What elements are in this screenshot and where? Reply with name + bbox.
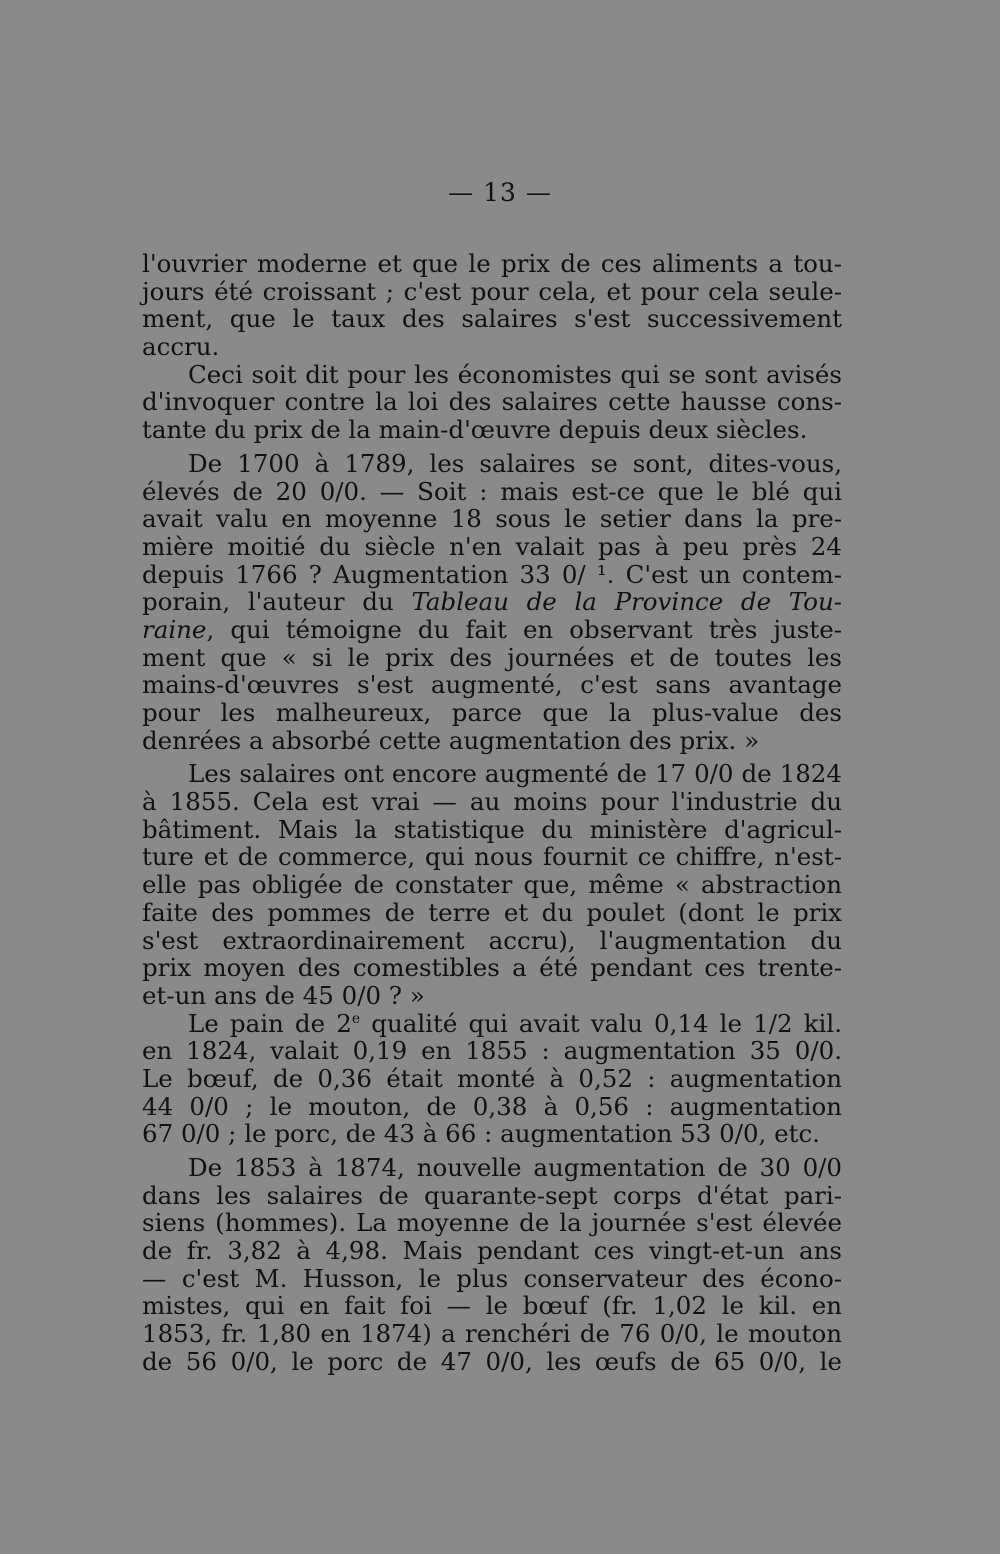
- text-line: accru.: [142, 332, 220, 362]
- italic-title: Tableau de la Province de Tou-: [411, 587, 842, 617]
- line-segment: , qui témoigne du fait en observant très juste-: [206, 614, 842, 644]
- text-line: [142, 1010, 842, 1038]
- text-line: 67 0/0 ; le porc, de 43 à 66 : augmentation 53 0/0, etc.: [142, 1119, 820, 1149]
- text-line: De 1853 à 1874, nouvelle augmentation de 30 0/0: [188, 1153, 842, 1182]
- text-line: De 1700 à 1789, les salaires se sont, dites-vous,: [188, 448, 842, 478]
- text-line: en 1824, valait 0,19 en 1855 : augmentation 35 0/0.: [142, 1036, 842, 1066]
- text-line: d'invoquer contre la loi des salaires cette hausse cons-: [142, 387, 842, 417]
- text-line: de 56 0/0, le porc de 47 0/0, les œufs de 65 0/0, le: [142, 1346, 842, 1376]
- text-line: pour les malheureux, parce que la plus-value des: [142, 698, 842, 727]
- text-line: faite des pommes de terre et du poulet (dont le prix: [142, 897, 842, 927]
- text-line: mains-d'œuvres s'est augmenté, c'est sans avantage: [142, 670, 842, 700]
- body-text: [142, 250, 842, 1376]
- italic-title: raine: [142, 614, 207, 644]
- text-line: avait valu en moyenne 18 sous le setier dans la pre-: [142, 504, 842, 534]
- text-line: ture et de commerce, qui nous fournit ce chiffre, n'est-: [142, 842, 842, 872]
- text-line: l'ouvrier moderne et que le prix de ces aliments a tou-: [142, 249, 842, 278]
- text-line: Les salaires ont encore augmenté de 17 0/0 de 1824: [188, 759, 842, 789]
- text-line: siens (hommes). La moyenne de la journée s'est élevée: [142, 1208, 842, 1238]
- text-line: Ceci soit dit pour les économistes qui se sont avisés: [188, 359, 842, 389]
- text-line: denrées a absorbé cette augmentation des prix. »: [142, 725, 760, 755]
- text-line: et-un ans de 45 0/0 ? »: [142, 980, 425, 1010]
- line-segment: qualité qui avait valu 0,14 le 1/2 kil.: [360, 1008, 842, 1038]
- text-line: s'est extraordinairement accru), l'augmentation du: [142, 925, 842, 955]
- text-line: — c'est M. Husson, le plus conservateur des écono-: [142, 1263, 842, 1293]
- text-line: prix moyen des comestibles a été pendant ces trente-: [142, 953, 842, 983]
- text-line: à 1855. Cela est vrai — au moins pour l'industrie du: [142, 787, 842, 817]
- text-line: 1853, fr. 1,80 en 1874) a renchéri de 76 0/0, le mouton: [142, 1319, 842, 1349]
- text-line: dans les salaires de quarante-sept corps d'état pari-: [142, 1180, 842, 1210]
- line-segment: Le pain de 2: [188, 1008, 352, 1038]
- text-line: tante du prix de la main-d'œuvre depuis deux siècles.: [142, 415, 808, 445]
- text-line: Le bœuf, de 0,36 était monté à 0,52 : augmentation: [142, 1063, 842, 1093]
- text-line: jours été croissant ; c'est pour cela, et pour cela seule-: [142, 276, 842, 306]
- text-line: mière moitié du siècle n'en valait pas à peu près 24: [142, 531, 842, 561]
- text-line: ment, que le taux des salaires s'est successivement: [142, 304, 842, 334]
- text-line: 44 0/0 ; le mouton, de 0,38 à 0,56 : augmentation: [142, 1091, 842, 1121]
- text-line: élevés de 20 0/0. — Soit : mais est-ce que le blé qui: [142, 476, 842, 506]
- text-line: elle pas obligée de constater que, même « abstraction: [142, 870, 842, 900]
- page-number: — 13 —: [448, 178, 552, 207]
- superscript: e: [351, 1010, 361, 1027]
- text-line: bâtiment. Mais la statistique du ministère d'agricul-: [142, 814, 842, 844]
- text-line: [142, 616, 842, 644]
- text-line: ment que « si le prix des journées et de toutes les: [142, 642, 842, 672]
- text-line: de fr. 3,82 à 4,98. Mais pendant ces vingt-et-un ans: [142, 1236, 842, 1266]
- line-segment: porain, l'auteur du: [142, 587, 394, 617]
- text-line: [142, 588, 842, 616]
- text-line: depuis 1766 ? Augmentation 33 0/ ¹. C'est un contem-: [142, 559, 842, 589]
- text-line: mistes, qui en fait foi — le bœuf (fr. 1,02 le kil. en: [142, 1291, 842, 1321]
